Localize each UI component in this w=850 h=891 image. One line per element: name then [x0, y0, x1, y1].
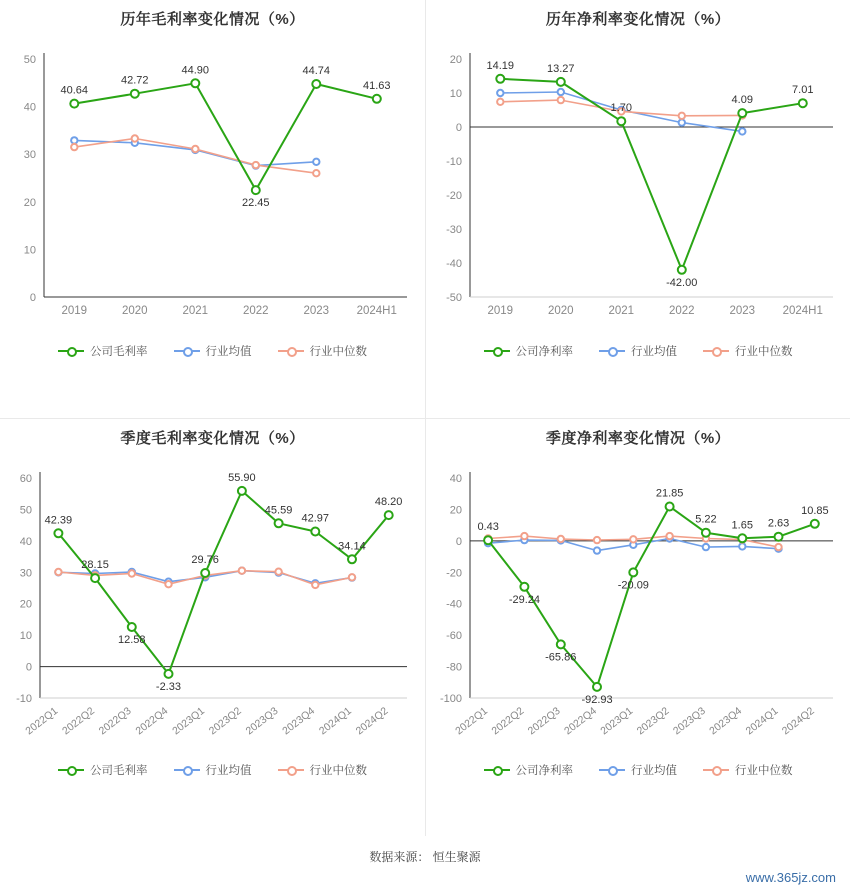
svg-text:2023Q2: 2023Q2 [634, 704, 672, 738]
legend-item-industry-avg [599, 762, 677, 778]
legend-label-industry-median: 行业中位数 [309, 346, 367, 358]
svg-text:-65.86: -65.86 [545, 651, 577, 664]
legend-label-industry-avg: 行业均值 [631, 346, 677, 358]
legend-item-industry-avg [599, 343, 677, 359]
legend-label-industry-median: 行业中位数 [735, 346, 793, 358]
legend-label-company: 公司净利率 [515, 765, 573, 777]
legend-marker-company-icon [58, 345, 84, 357]
svg-text:40: 40 [23, 101, 36, 114]
svg-text:-40: -40 [446, 258, 462, 270]
svg-text:10.85: 10.85 [801, 504, 829, 517]
chart-title-annual-net: 历年净利率变化情况（%） [545, 11, 731, 28]
svg-text:-29.24: -29.24 [508, 593, 541, 606]
legend-marker-industry-median-icon [703, 345, 729, 357]
svg-text:2023Q3: 2023Q3 [670, 704, 708, 738]
svg-text:2023Q3: 2023Q3 [243, 704, 281, 738]
svg-text:13.27: 13.27 [546, 62, 575, 75]
plot-quarterly-net [426, 448, 850, 758]
legend-label-industry-median: 行业中位数 [735, 765, 793, 777]
legend-marker-company-icon [484, 345, 510, 357]
svg-text:-30: -30 [446, 224, 462, 236]
svg-text:-10: -10 [446, 156, 462, 168]
legend-item-industry-median [703, 343, 793, 359]
svg-text:2023: 2023 [729, 305, 756, 317]
svg-text:0: 0 [455, 535, 462, 548]
legend-label-industry-avg: 行业均值 [205, 346, 252, 358]
legend-marker-industry-avg-icon [174, 345, 200, 357]
legend-item-industry-median [278, 343, 368, 359]
svg-text:50: 50 [23, 54, 36, 66]
svg-text:34.14: 34.14 [338, 540, 366, 553]
svg-text:0.43: 0.43 [477, 521, 499, 534]
svg-text:2023Q2: 2023Q2 [206, 704, 244, 738]
svg-text:0: 0 [455, 122, 462, 134]
svg-text:-80: -80 [446, 661, 462, 674]
svg-text:2022Q2: 2022Q2 [60, 704, 97, 738]
svg-text:-60: -60 [446, 630, 462, 643]
svg-text:55.90: 55.90 [228, 471, 256, 484]
plot-quarterly-gross [0, 448, 425, 758]
legend-annual-gross [0, 343, 425, 359]
svg-text:-20: -20 [446, 190, 462, 202]
svg-text:2.63: 2.63 [767, 517, 790, 530]
svg-text:2024Q2: 2024Q2 [353, 704, 391, 738]
svg-text:2024Q2: 2024Q2 [779, 704, 817, 738]
legend-marker-industry-median-icon [278, 764, 304, 776]
svg-text:2021: 2021 [608, 305, 635, 317]
plot-annual-gross [0, 29, 425, 339]
chart-title-annual-gross: 历年毛利率变化情况（%） [120, 11, 305, 28]
svg-text:2023Q1: 2023Q1 [598, 704, 636, 738]
svg-text:14.19: 14.19 [486, 59, 515, 72]
svg-text:2022Q3: 2022Q3 [96, 704, 134, 738]
svg-text:-20.09: -20.09 [617, 579, 649, 592]
legend-marker-industry-avg-icon [174, 764, 200, 776]
svg-text:2022Q1: 2022Q1 [453, 704, 490, 738]
svg-text:10: 10 [19, 630, 32, 643]
svg-text:60: 60 [19, 473, 32, 485]
legend-label-company: 公司毛利率 [90, 346, 148, 358]
plot-annual-net [426, 29, 850, 339]
svg-text:2023Q1: 2023Q1 [170, 704, 207, 738]
legend-item-industry-avg [174, 343, 252, 359]
svg-text:40: 40 [449, 473, 462, 485]
svg-text:20: 20 [19, 598, 32, 611]
svg-text:0: 0 [29, 292, 36, 304]
svg-text:2020: 2020 [547, 305, 574, 317]
site-watermark: www.365jz.com [745, 870, 836, 885]
svg-text:-20: -20 [446, 567, 462, 580]
svg-text:2022Q3: 2022Q3 [525, 704, 563, 738]
svg-text:2024Q1: 2024Q1 [316, 704, 354, 738]
svg-text:40: 40 [19, 535, 32, 548]
svg-text:40.64: 40.64 [60, 84, 89, 97]
svg-text:-40: -40 [446, 598, 462, 611]
svg-text:44.90: 44.90 [181, 64, 210, 77]
chart-cell-annual-gross [0, 0, 425, 418]
svg-text:2019: 2019 [61, 305, 88, 317]
legend-marker-industry-median-icon [703, 764, 729, 776]
svg-text:-50: -50 [446, 292, 462, 304]
svg-text:10: 10 [449, 88, 462, 100]
legend-item-industry-median [278, 762, 368, 778]
legend-annual-net [426, 343, 850, 359]
legend-item-industry-avg [174, 762, 252, 778]
svg-text:2024H1: 2024H1 [356, 305, 397, 317]
svg-text:2023Q4: 2023Q4 [280, 704, 318, 738]
legend-marker-industry-avg-icon [599, 345, 625, 357]
svg-text:2023Q4: 2023Q4 [707, 704, 745, 738]
chart-cell-annual-net [425, 0, 850, 418]
svg-text:42.97: 42.97 [301, 512, 330, 525]
svg-text:2022Q2: 2022Q2 [489, 704, 527, 738]
legend-label-industry-avg: 行业均值 [205, 765, 252, 777]
svg-text:5.22: 5.22 [695, 513, 717, 526]
svg-text:21.85: 21.85 [655, 487, 684, 500]
svg-text:10: 10 [23, 244, 36, 257]
svg-text:20: 20 [23, 196, 36, 209]
svg-text:2022Q4: 2022Q4 [133, 704, 171, 738]
legend-marker-industry-median-icon [278, 345, 304, 357]
legend-marker-company-icon [484, 764, 510, 776]
svg-text:-42.00: -42.00 [666, 276, 698, 289]
legend-quarterly-net [426, 762, 850, 778]
svg-text:-2.33: -2.33 [155, 680, 181, 693]
svg-text:20: 20 [449, 504, 462, 517]
svg-text:1.65: 1.65 [731, 519, 753, 532]
legend-quarterly-gross [0, 762, 425, 778]
svg-text:41.63: 41.63 [362, 79, 391, 92]
svg-text:48.20: 48.20 [374, 496, 403, 509]
svg-text:7.01: 7.01 [792, 84, 814, 97]
chart-cell-quarterly-net [425, 418, 850, 836]
svg-text:-100: -100 [439, 693, 462, 705]
svg-text:2024Q1: 2024Q1 [743, 704, 781, 738]
legend-item-company [58, 343, 148, 359]
svg-text:2023: 2023 [303, 305, 330, 317]
svg-text:12.58: 12.58 [117, 634, 146, 647]
svg-text:45.59: 45.59 [264, 504, 293, 517]
legend-label-industry-median: 行业中位数 [309, 765, 367, 777]
legend-label-company: 公司净利率 [515, 346, 573, 358]
svg-text:0: 0 [25, 661, 32, 674]
svg-text:20: 20 [449, 54, 462, 66]
svg-text:42.39: 42.39 [44, 514, 73, 527]
svg-text:2022: 2022 [668, 305, 695, 317]
svg-text:1.70: 1.70 [610, 102, 632, 115]
chart-title-quarterly-gross: 季度毛利率变化情况（%） [120, 430, 305, 447]
svg-text:2019: 2019 [487, 305, 514, 317]
svg-text:30: 30 [23, 149, 36, 162]
svg-text:50: 50 [19, 504, 32, 517]
legend-item-company [58, 762, 148, 778]
svg-text:2022Q1: 2022Q1 [23, 704, 61, 738]
svg-text:2024H1: 2024H1 [782, 305, 823, 317]
legend-label-company: 公司毛利率 [90, 765, 148, 777]
svg-text:-92.93: -92.93 [581, 693, 613, 706]
svg-text:2021: 2021 [182, 305, 209, 317]
legend-item-company [484, 343, 574, 359]
svg-text:2020: 2020 [121, 305, 148, 317]
data-source-note: 数据来源： 恒生聚源 [369, 850, 481, 864]
svg-text:44.74: 44.74 [302, 65, 331, 78]
svg-text:22.45: 22.45 [241, 197, 270, 210]
legend-item-industry-median [703, 762, 793, 778]
legend-marker-company-icon [58, 764, 84, 776]
svg-text:28.15: 28.15 [81, 559, 109, 572]
svg-text:4.09: 4.09 [731, 94, 753, 107]
legend-item-company [484, 762, 574, 778]
chart-cell-quarterly-gross [0, 418, 425, 836]
legend-label-industry-avg: 行业均值 [631, 765, 677, 777]
chart-title-quarterly-net: 季度净利率变化情况（%） [545, 430, 731, 447]
svg-text:42.72: 42.72 [120, 74, 149, 87]
svg-text:29.76: 29.76 [191, 554, 219, 567]
svg-text:30: 30 [19, 567, 32, 580]
svg-text:-10: -10 [16, 693, 32, 705]
legend-marker-industry-avg-icon [599, 764, 625, 776]
svg-text:2022Q4: 2022Q4 [562, 704, 599, 738]
svg-text:2022: 2022 [242, 305, 269, 317]
